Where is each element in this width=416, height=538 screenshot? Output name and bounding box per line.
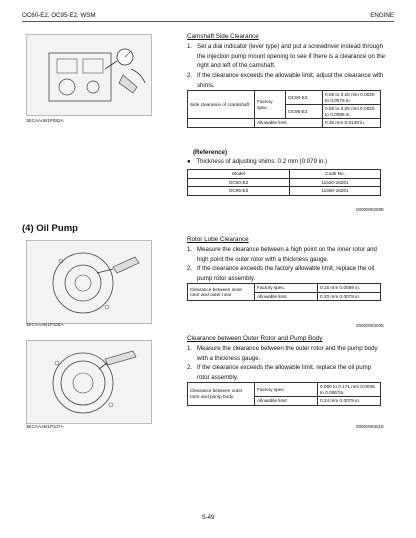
camshaft-illustration	[26, 34, 152, 116]
bullet-dot-icon: ●	[187, 158, 191, 165]
shim-table-cell: 11460-16261	[290, 187, 381, 196]
outer-rotor-step-2	[187, 363, 385, 382]
shim-table-header: Code No.	[290, 170, 381, 179]
outer-rotor-spec-table	[187, 382, 381, 406]
page-number: S-49	[201, 515, 215, 521]
outer-rotor-illustration	[26, 340, 152, 424]
outer-rotor-doc-code: 0000009301E	[355, 424, 384, 429]
camshaft-doc-code: 0000009299E	[355, 207, 384, 212]
rotor-lobe-spec-table	[187, 283, 381, 301]
shim-thickness-bullet	[187, 158, 327, 165]
spec-value: 0.35 mm 0.0138 in.	[323, 119, 381, 128]
pump-body-gauge-drawing	[27, 341, 151, 423]
oil-pump-rotor-drawing	[27, 241, 151, 323]
step-number: 2.	[187, 364, 193, 371]
spec-type: Factory spec.	[255, 383, 318, 397]
spec-item: Clearance between outer rotor and pump body	[188, 383, 255, 406]
spec-type: Allowable limit	[255, 292, 318, 301]
spec-type: Allowable limit	[255, 397, 318, 406]
spec-type: Factory spec.	[255, 284, 318, 293]
camshaft-section-title: Camshaft Side Clearance	[187, 33, 259, 40]
shim-table-header: Model	[188, 170, 290, 179]
header-rule	[22, 21, 394, 22]
spec-model: OC95-E2	[286, 105, 323, 119]
step-text: If the clearance exceeds the allowable limit, adjust the clearance with shims.	[197, 72, 384, 89]
shim-thickness-text: Thickness of adjusting shims: 0.2 mm (0.079 in.)	[196, 158, 328, 165]
step-number: 1.	[187, 345, 193, 352]
camshaft-step-1	[187, 42, 385, 71]
spec-value: 0.090 to 0.171 mm 0.0035 to 0.0067in.	[318, 383, 381, 397]
engine-dial-indicator-drawing	[27, 35, 151, 115]
step-text: Measure the clearance between a high point on the inner rotor and high point the outer rotor with a thickness gauge.	[197, 246, 377, 263]
step-number: 2.	[187, 265, 193, 272]
shim-table-cell: OC95-E2	[188, 187, 290, 196]
spec-type: Factory spec.	[255, 91, 286, 119]
spec-value: 0.20 mm 0.0079 in.	[318, 292, 381, 301]
shim-table-cell: OC60-E2	[188, 178, 290, 187]
header-section-name: ENGINE	[370, 12, 394, 19]
camshaft-step-2	[187, 71, 385, 90]
spec-value: 0.24 mm 0.0079 in.	[318, 397, 381, 406]
shim-table-cell: 11420-16261	[290, 178, 381, 187]
step-text: Measure the clearance between the outer rotor and the pump body with a thickness gauge.	[197, 345, 378, 362]
camshaft-spec-table	[187, 90, 381, 128]
spec-type: Allowable limit	[255, 119, 323, 128]
rotor-lobe-step-1	[187, 245, 385, 264]
outer-rotor-step-1	[187, 344, 385, 363]
rotor-lobe-step-2	[187, 264, 385, 283]
header-manual-title: OC60-E2, OC95-E2, WSM	[22, 12, 96, 19]
spec-value: 0.15 mm 0.0059 in.	[318, 284, 381, 293]
spec-item: Clearance between inner rotor and outer rotor	[188, 284, 255, 301]
oil-pump-section-title: (4) Oil Pump	[22, 223, 78, 234]
outer-rotor-title: Clearance between Outer Rotor and Pump Body	[187, 335, 323, 342]
shim-code-table	[187, 169, 381, 196]
step-number: 2.	[187, 72, 193, 79]
spec-value: 0.05 to 0.25 mm 0.0020 to 0.0098 in.	[323, 105, 381, 119]
step-text: If the clearance exceeds the allowable limit, replace the oil pump rotor assembly.	[197, 364, 372, 381]
step-number: 1.	[187, 246, 193, 253]
spec-model: OC60-E2	[286, 91, 323, 105]
step-text: Set a dial indicator (lever type) and put a screwdriver instead through the injection pump mount opening to see if there is a clearance on the right and left of the camshaft.	[197, 43, 386, 70]
spec-item: Side clearance of crankshaft	[188, 91, 255, 119]
rotor-lobe-figure-caption: 3ECAAAB1P106A	[26, 322, 64, 327]
step-number: 1.	[187, 43, 193, 50]
spec-value: 0.05 to 0.20 mm 0.0020 to 0.0079 in.	[323, 91, 381, 105]
spec-item-blank	[188, 119, 255, 128]
rotor-lobe-illustration	[26, 240, 152, 324]
outer-rotor-figure-caption: 3ECAAAB1P107A	[26, 424, 64, 429]
rotor-lobe-title: Rotor Lobe Clearance	[187, 236, 249, 243]
reference-label: (Reference)	[193, 149, 228, 156]
rotor-lobe-doc-code: 0000009300E	[355, 323, 384, 328]
step-text: If the clearance exceeds the factory allowable limit, replace the oil pump rotor assembly.	[197, 265, 375, 282]
camshaft-figure-caption: 3ECAAAB1P082A	[26, 118, 64, 123]
